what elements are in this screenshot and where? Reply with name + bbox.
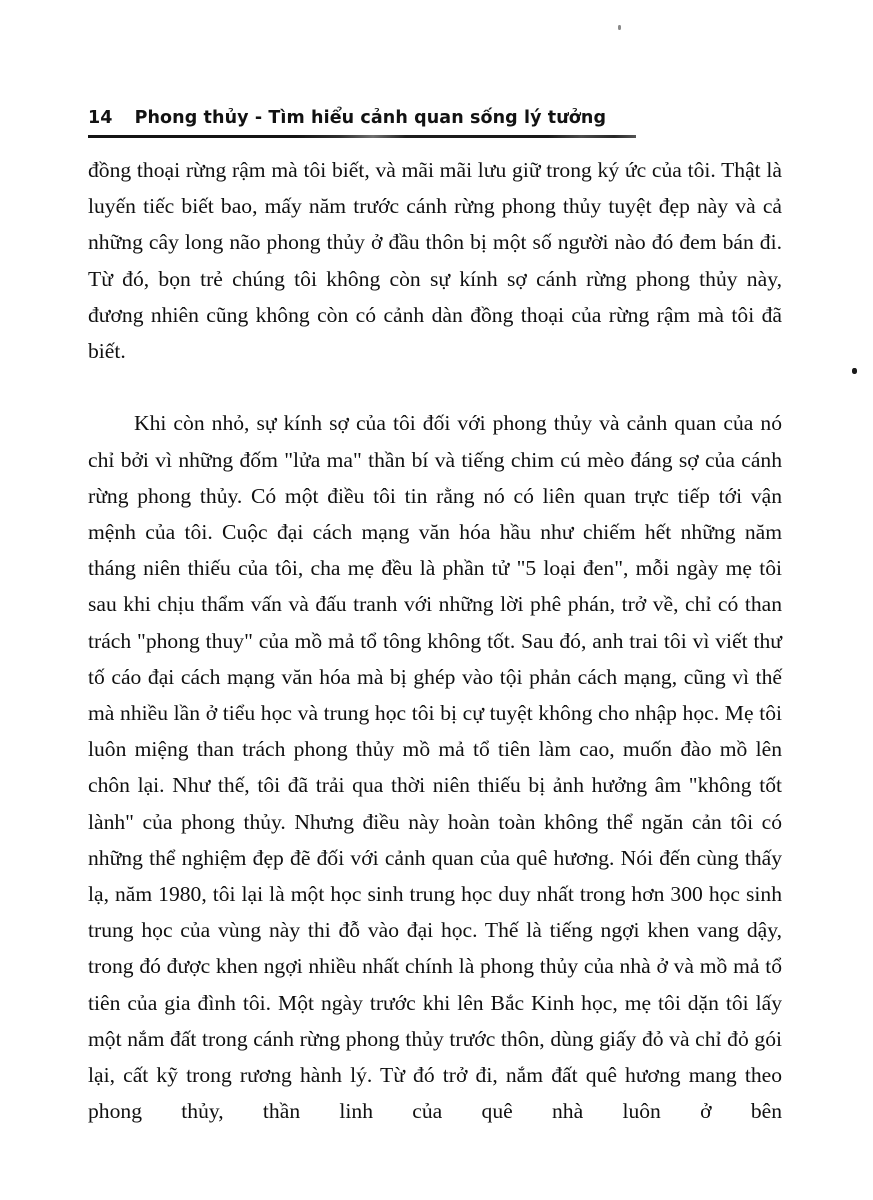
paragraph-1: đồng thoại rừng rậm mà tôi biết, và mãi mãi lưu giữ trong ký ức của tôi. Thật là luyến tiếc biết bao, mấy năm trước cánh rừng phong thủy tuyệt đẹp này và cả những cây long não phong thủy ở đầu thôn bị một số người nào đó đem bán đi. Từ đó, bọn trẻ chúng tôi không còn sự kính sợ cánh rừng phong thủy này, đương nhiên cũng không còn có cảnh dàn đồng thoại của rừng rậm mà tôi đã biết. xyxy=(88,158,782,364)
body-text-block xyxy=(88,152,782,1166)
scan-speck-right-margin xyxy=(852,368,857,374)
book-title: Phong thủy - Tìm hiểu cảnh quan sống lý tưởng xyxy=(134,108,607,128)
running-head-line xyxy=(88,108,788,128)
scan-speck-top xyxy=(618,25,621,30)
header-rule-divider xyxy=(88,135,636,138)
paragraph-2: Khi còn nhỏ, sự kính sợ của tôi đối với phong thủy và cảnh quan của nó chỉ bởi vì những đốm "lửa ma" thần bí và tiếng chim cú mèo đáng sợ của cánh rừng phong thủy. Có một điều tôi tin rằng nó có liên quan trực tiếp tới vận mệnh của tôi. Cuộc đại cách mạng văn hóa hầu như chiếm hết những năm tháng niên thiếu của tôi, cha mẹ đều là phần tử "5 loại đen", mỗi ngày mẹ tôi sau khi chịu thẩm vấn và đấu tranh với những lời phê phán, trở về, chỉ có than trách "phong thuy" của mồ mả tổ tông không tốt. Sau đó, anh trai tôi vì viết thư tố cáo đại cách mạng văn hóa mà bị ghép vào tội phản cách mạng, cũng vì thế mà nhiều lần ở tiểu học và trung học tôi bị cự tuyệt không cho nhập học. Mẹ tôi luôn miệng than trách phong thủy mồ mả tổ tiên làm cao, muốn đào mồ lên chôn lại. Như thế, tôi đã trải qua thời niên thiếu bị ảnh hưởng âm "không tốt lành" của phong thủy. Nhưng điều này hoàn toàn không thể ngăn cản tôi có những thể nghiệm đẹp đẽ đối với cảnh quan của quê hương. Nói đến cùng thấy lạ, năm 1980, tôi lại là một học sinh trung học duy nhất trong hơn 300 học sinh trung học của vùng này thi đỗ vào đại học. Thế là tiếng ngợi khen vang dậy, trong đó được khen ngợi nhiều nhất chính là phong thủy của nhà ở và mồ mả tổ tiên của gia đình tôi. Một ngày trước khi lên Bắc Kinh học, mẹ tôi dặn tôi lấy một nắm đất trong cánh rừng phong thủy trước thôn, dùng giấy đỏ và chỉ đỏ gói lại, cất kỹ trong rương hành lý. Từ đó trở đi, nắm đất quê hương mang theo phong thủy, thần linh của quê nhà luôn ở bên xyxy=(88,411,782,1124)
page-number: 14 xyxy=(88,108,113,128)
